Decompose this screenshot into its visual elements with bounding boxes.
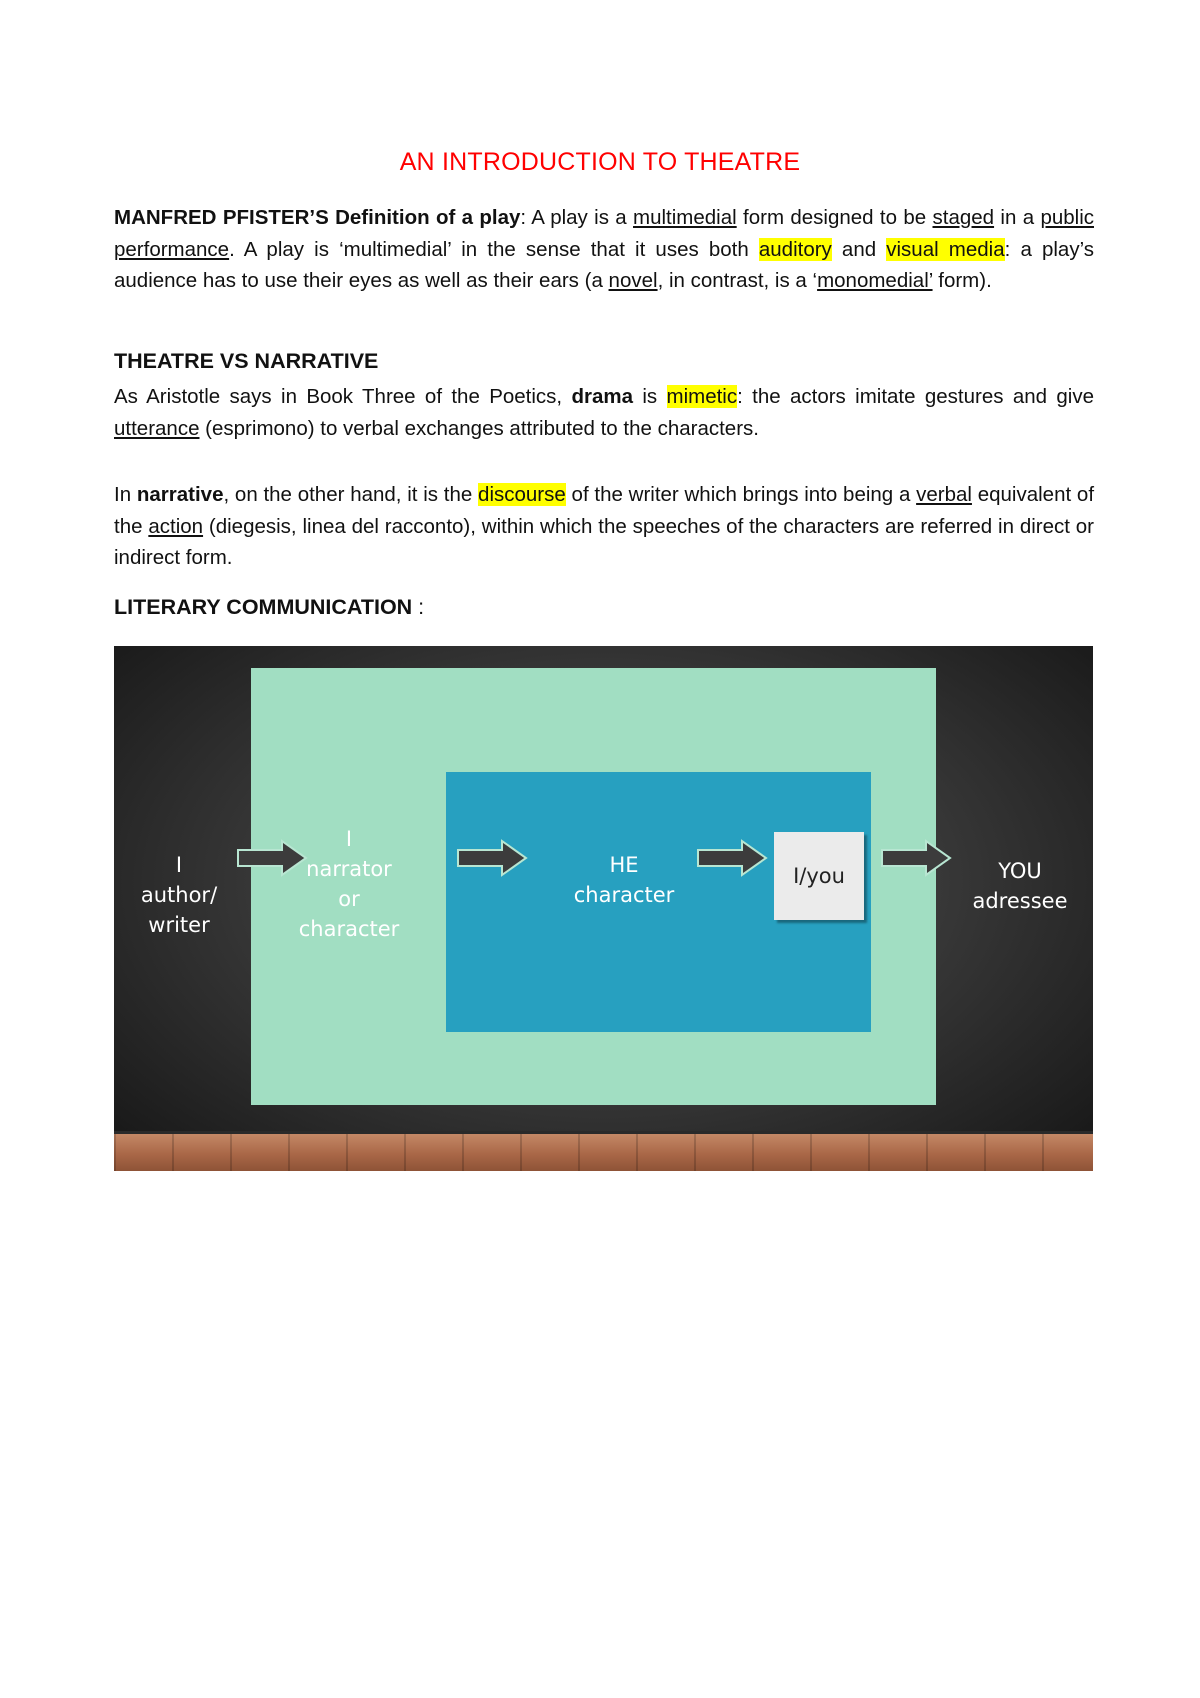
text-span: (esprimono) to verbal exchanges attributed to the characters.: [199, 416, 759, 440]
text-span: form).: [932, 269, 992, 292]
term-action: action: [148, 514, 204, 538]
author-label-line: author/: [140, 883, 218, 907]
you-addressee-label: [950, 856, 1090, 916]
author-label-line: I: [175, 853, 183, 877]
narrator-label-line: or: [338, 887, 360, 911]
author-label: [114, 850, 244, 940]
arrow-right-icon: [236, 838, 308, 878]
literary-communication-diagram: [114, 646, 1093, 1171]
he-label-line: character: [573, 883, 675, 907]
term-monomedial: monomedial’: [817, 269, 933, 292]
text-span: : the actors imitate gestures and give: [737, 385, 1094, 408]
narrator-label-line: I: [345, 827, 353, 851]
heading-literary-communication: [114, 595, 424, 620]
you-label-line: adressee: [972, 889, 1068, 913]
highlight-discourse: discourse: [478, 483, 566, 506]
narrator-label-line: narrator: [306, 857, 392, 881]
arrow-right-icon: [456, 838, 528, 878]
heading-colon: :: [412, 595, 425, 619]
highlight-visual-media: visual media: [886, 237, 1005, 261]
text-span: in a: [994, 206, 1041, 229]
text-span: form designed to be: [736, 206, 933, 229]
heading-literary-communication-text: LITERARY COMMUNICATION: [114, 595, 413, 619]
term-drama: drama: [571, 385, 633, 408]
term-public-performance: public performance: [114, 206, 1094, 261]
wooden-floor: [114, 1134, 1093, 1171]
text-span: equivalent of the: [114, 483, 1095, 538]
term-narrative: narrative: [136, 483, 224, 506]
text-span: (diegesis, linea del racconto), within which the speeches of the characters are referred in direct or indirect form.: [114, 514, 1095, 569]
paragraph-narrative: [114, 479, 1094, 574]
he-character-label: [544, 850, 704, 910]
text-span: and: [831, 237, 887, 261]
narrator-label-line: character: [298, 917, 400, 941]
highlight-auditory: auditory: [758, 237, 832, 261]
arrow-right-icon: [880, 838, 952, 878]
text-span: In: [114, 483, 137, 506]
term-utterance: utterance: [114, 416, 200, 440]
he-label-line: HE: [609, 853, 639, 877]
text-span: , on the other hand, it is the: [223, 483, 479, 506]
term-staged: staged: [932, 206, 995, 229]
text-span: As Aristotle says in Book Three of the Poetics,: [114, 385, 572, 408]
term-verbal: verbal: [916, 483, 972, 506]
iyou-label: I/you: [793, 864, 845, 888]
text-span: is: [633, 385, 667, 408]
paragraph-aristotle: [114, 381, 1094, 444]
text-span: . A play is ‘multimedial’ in the sense that it uses both: [229, 237, 759, 261]
text-span: : A play is a: [520, 206, 634, 229]
paragraph-pfister-definition: [114, 202, 1094, 297]
heading-theatre-vs-narrative: THEATRE VS NARRATIVE: [114, 349, 379, 373]
text-span: of the writer which brings into being a: [565, 483, 917, 506]
pfister-definition-lead: MANFRED PFISTER’S Definition of a play: [114, 206, 521, 229]
document-title: AN INTRODUCTION TO THEATRE: [399, 148, 801, 176]
text-span: : a play’s audience has to use their eyes as well as their ears (a: [114, 237, 1094, 292]
author-label-line: writer: [148, 913, 210, 937]
text-span: , in contrast, is a ‘: [657, 269, 818, 292]
arrow-right-icon: [696, 838, 768, 878]
term-novel: novel: [608, 269, 658, 292]
term-multimedial: multimedial: [633, 206, 737, 229]
you-label-line: YOU: [998, 859, 1042, 883]
highlight-mimetic: mimetic: [666, 385, 738, 408]
